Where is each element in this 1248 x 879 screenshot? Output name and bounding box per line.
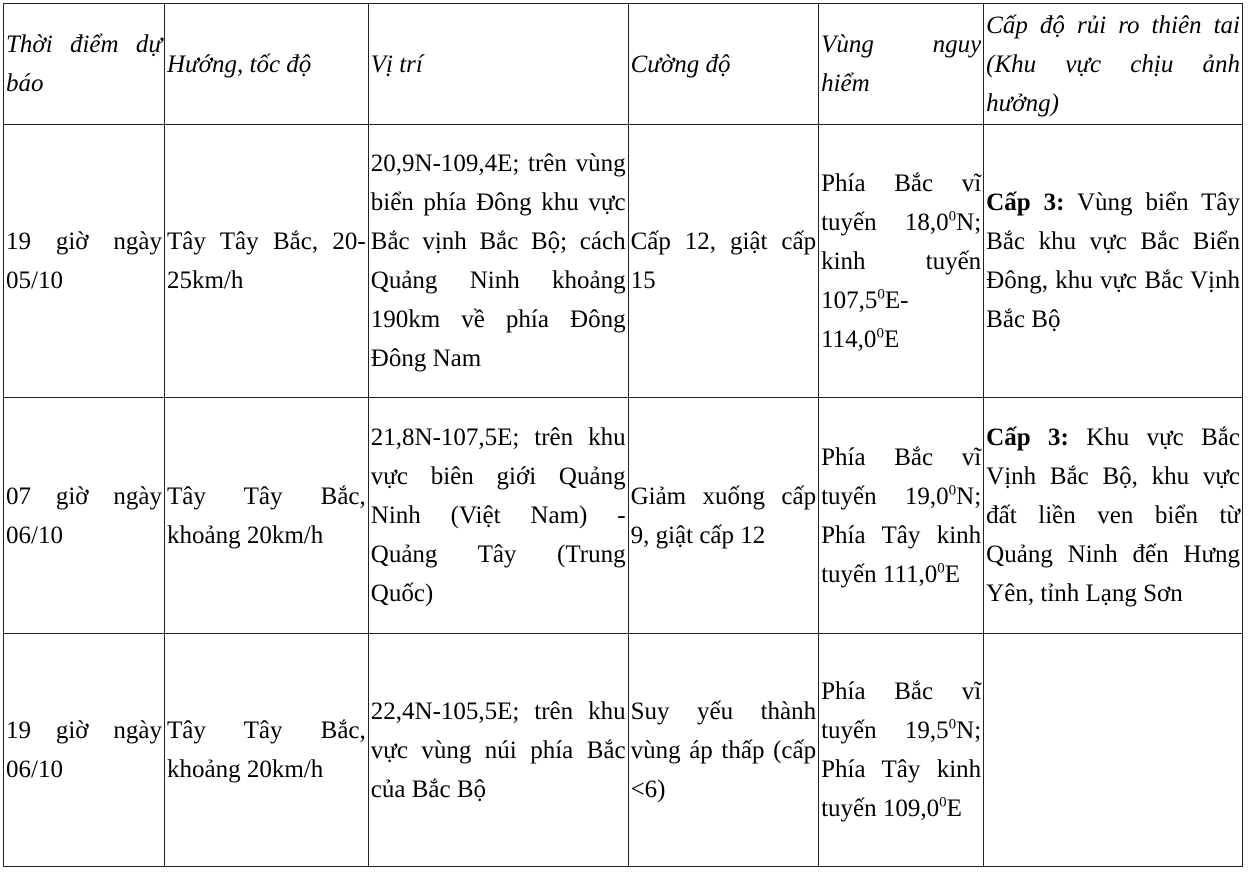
- cell-position: 22,4N-105,5E; trên khu vực vùng núi phía Bắc của Bắc Bộ: [368, 634, 628, 867]
- cell-risk-level: [984, 634, 1243, 867]
- zone-text: E-114,0: [821, 286, 909, 353]
- zone-text: Phía Bắc vĩ tuyến 18,0: [821, 169, 982, 236]
- storm-forecast-table: [3, 3, 1243, 867]
- cell-danger-zone: [819, 398, 984, 634]
- cell-direction-speed: Tây Tây Bắc, khoảng 20km/h: [164, 634, 368, 867]
- zone-text: N; Phía Tây kinh tuyến 109,0: [821, 717, 982, 822]
- header-risk-level: Cấp độ rủi ro thiên tai (Khu vực chịu ảnh hưởng): [984, 4, 1243, 125]
- degree-superscript: 0: [937, 560, 945, 577]
- header-position: Vị trí: [368, 4, 628, 125]
- risk-level-label: Cấp 3:: [986, 189, 1065, 216]
- table-row: [4, 398, 1243, 634]
- cell-direction-speed: Tây Tây Bắc, 20-25km/h: [164, 125, 368, 398]
- zone-text: Phía Bắc vĩ tuyến 19,5: [821, 678, 982, 744]
- cell-position: 20,9N-109,4E; trên vùng biển phía Đông khu vực Bắc vịnh Bắc Bộ; cách Quảng Ninh khoảng 190km về phía Đông Đông Nam: [368, 125, 628, 398]
- degree-superscript: 0: [948, 482, 957, 499]
- cell-forecast-time: 19 giờ ngày 06/10: [4, 634, 165, 867]
- cell-danger-zone: [819, 125, 984, 398]
- header-forecast-time: Thời điểm dự báo: [4, 4, 165, 125]
- degree-superscript: 0: [948, 208, 957, 225]
- cell-danger-zone: [819, 634, 984, 867]
- header-direction-speed: Hướng, tốc độ: [164, 4, 368, 125]
- degree-superscript: 0: [948, 716, 957, 733]
- table-row: [4, 634, 1243, 867]
- cell-forecast-time: 19 giờ ngày 05/10: [4, 125, 165, 398]
- table-row: [4, 125, 1243, 398]
- degree-superscript: 0: [939, 794, 947, 811]
- cell-position: 21,8N-107,5E; trên khu vực biên giới Quảng Ninh (Việt Nam) - Quảng Tây (Trung Quốc): [368, 398, 628, 634]
- zone-text: E: [944, 560, 961, 588]
- cell-risk-level: [984, 398, 1243, 634]
- risk-area-text: Vùng biển Tây Bắc khu vực Bắc Biển Đông, khu vực Bắc Vịnh Bắc Bộ: [986, 189, 1240, 333]
- zone-text: N; Phía Tây kinh tuyến 111,0: [821, 482, 982, 588]
- zone-text: Phía Bắc vĩ tuyến 19,0: [821, 443, 982, 510]
- zone-text: E: [883, 325, 900, 353]
- degree-superscript: 0: [877, 286, 885, 303]
- cell-direction-speed: Tây Tây Bắc, khoảng 20km/h: [164, 398, 368, 634]
- cell-intensity: Suy yếu thành vùng áp thấp (cấp <6): [628, 634, 819, 867]
- degree-superscript: 0: [876, 325, 884, 342]
- header-row: [4, 4, 1243, 125]
- cell-intensity: Giảm xuống cấp 9, giật cấp 12: [628, 398, 819, 634]
- risk-level-label: Cấp 3:: [986, 424, 1069, 451]
- cell-forecast-time: 07 giờ ngày 06/10: [4, 398, 165, 634]
- risk-area-text: Khu vực Bắc Vịnh Bắc Bộ, khu vực đất liền ven biển từ Quảng Ninh đến Hưng Yên, tỉnh Lạng Sơn: [986, 424, 1240, 607]
- header-danger-zone: Vùng nguy hiểm: [819, 4, 984, 125]
- header-intensity: Cường độ: [628, 4, 819, 125]
- cell-risk-level: [984, 125, 1243, 398]
- zone-text: N; kinh tuyến 107,5: [821, 208, 982, 314]
- cell-intensity: Cấp 12, giật cấp 15: [628, 125, 819, 398]
- zone-text: E: [946, 795, 962, 822]
